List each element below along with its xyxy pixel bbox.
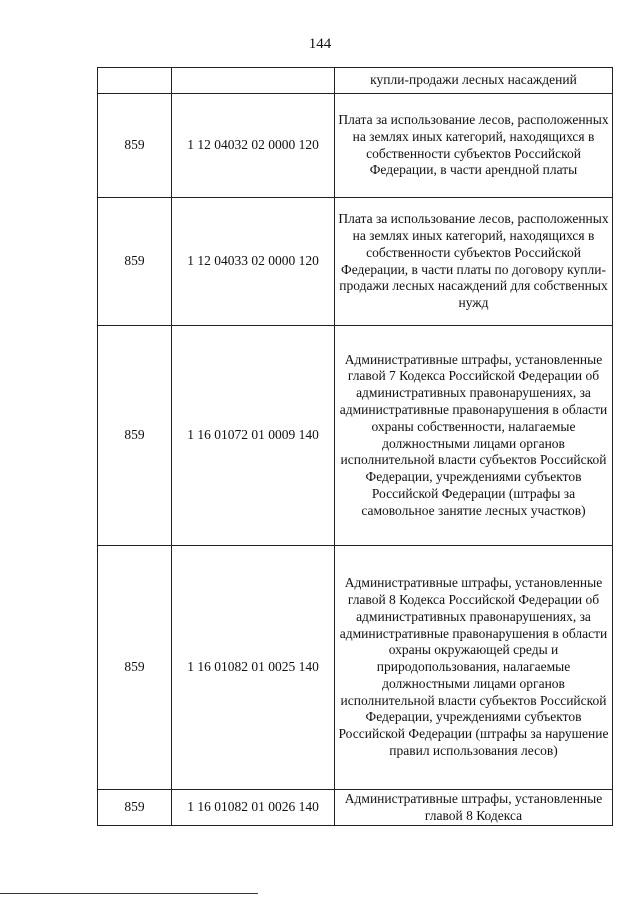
table-row [98, 198, 613, 326]
admin-code-cell: 859 [98, 326, 172, 546]
admin-code-cell [98, 68, 172, 94]
table-row [98, 94, 613, 198]
budget-code-cell: 1 16 01082 01 0025 140 [172, 546, 335, 790]
budget-code-cell: 1 16 01082 01 0026 140 [172, 790, 335, 826]
description-cell: Плата за использование лесов, расположенных на землях иных категорий, находящихся в собственности субъектов Российской Федерации, в части платы по договору купли-продажи лесных насаждений для собственных нужд [335, 198, 613, 326]
budget-code-cell: 1 12 04033 02 0000 120 [172, 198, 335, 326]
footnote-separator [0, 893, 258, 894]
table-row [98, 546, 613, 790]
description-cell: Административные штрафы, установленные главой 8 Кодекса [335, 790, 613, 826]
table-row [98, 326, 613, 546]
admin-code-cell: 859 [98, 94, 172, 198]
description-cell: Административные штрафы, установленные главой 8 Кодекса Российской Федерации об административных правонарушениях, за административные правонарушения в области охраны окружающей среды и природопользования, налагаемые должностными лицами органов исполнительной власти субъектов Российской Федерации, учреждениями субъектов Российской Федерации (штрафы за нарушение правил использования лесов) [335, 546, 613, 790]
description-cell: купли-продажи лесных насаждений [335, 68, 613, 94]
table-row [98, 790, 613, 826]
table-row [98, 68, 613, 94]
admin-code-cell: 859 [98, 546, 172, 790]
description-cell: Административные штрафы, установленные главой 7 Кодекса Российской Федерации об административных правонарушениях, за административные правонарушения в области охраны собственности, налагаемые должностными лицами органов исполнительной власти субъектов Российской Федерации, учреждениями субъектов Российской Федерации (штрафы за самовольное занятие лесных участков) [335, 326, 613, 546]
budget-code-cell: 1 12 04032 02 0000 120 [172, 94, 335, 198]
admin-code-cell: 859 [98, 198, 172, 326]
description-cell: Плата за использование лесов, расположенных на землях иных категорий, находящихся в собственности субъектов Российской Федерации, в части арендной платы [335, 94, 613, 198]
budget-code-cell [172, 68, 335, 94]
admin-code-cell: 859 [98, 790, 172, 826]
budget-codes-table [97, 67, 613, 826]
budget-code-cell: 1 16 01072 01 0009 140 [172, 326, 335, 546]
page-number: 144 [308, 36, 332, 52]
